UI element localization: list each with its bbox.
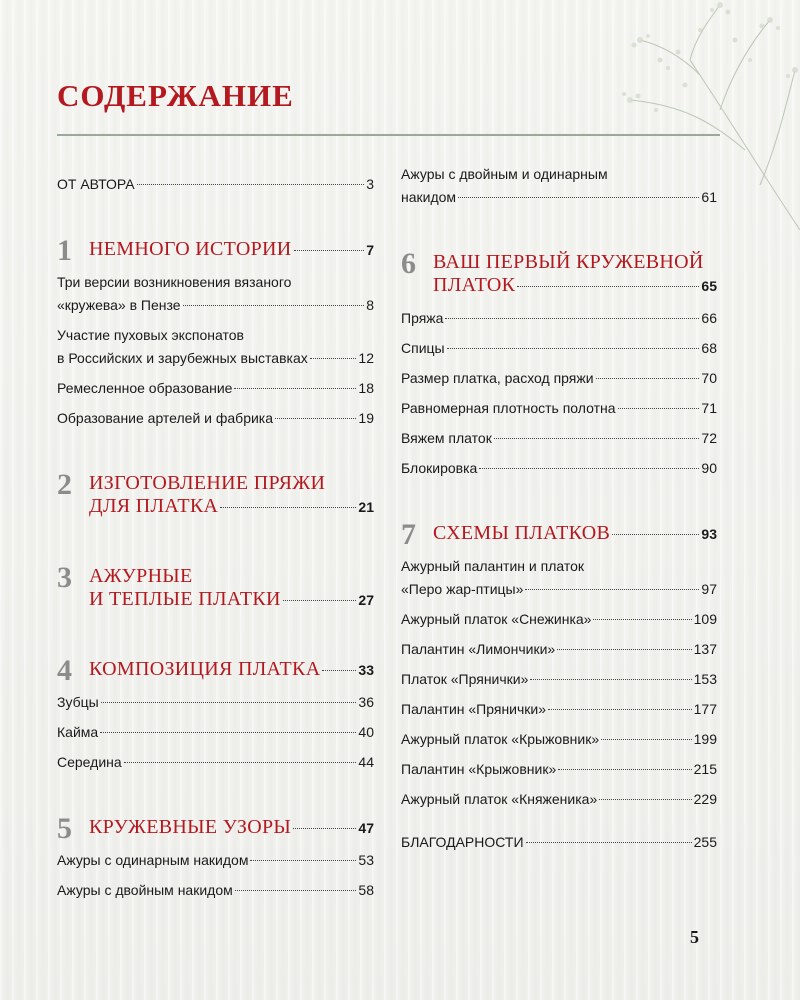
- chapter-number: 3: [57, 561, 72, 594]
- toc-entry[interactable]: Палантин «Прянички» 177: [401, 701, 717, 717]
- chapter-1: [57, 234, 374, 267]
- toc-entry[interactable]: Ремесленное образование 18: [57, 380, 374, 396]
- toc-entry[interactable]: Размер платка, расход пряжи 70: [401, 370, 717, 386]
- toc-left-column: [57, 173, 374, 902]
- toc-entry-preface[interactable]: ОТ АВТОРА 3: [57, 176, 374, 192]
- chapter-number: 1: [57, 234, 72, 267]
- toc-entry[interactable]: Ажуры с двойным и одинарным накидом 61: [401, 166, 717, 205]
- toc-entry[interactable]: Ажурный палантин и платок «Перо жар-птицы» 97: [401, 558, 717, 597]
- toc-entry[interactable]: Ажуры с одинарным накидом 53: [57, 852, 374, 868]
- page-number: 5: [690, 927, 699, 947]
- toc-entry[interactable]: Блокировка 90: [401, 460, 717, 476]
- chapter-2: 2 ИЗГОТОВЛЕНИЕ ПРЯЖИ ДЛЯ ПЛАТКА 21: [57, 468, 374, 517]
- toc-entry[interactable]: Палантин «Крыжовник» 215: [401, 761, 717, 777]
- chapter-5: [57, 812, 374, 845]
- toc-entry[interactable]: Ажурный платок «Крыжовник» 199: [401, 731, 717, 747]
- toc-entry[interactable]: Образование артелей и фабрика 19: [57, 410, 374, 426]
- chapter-4: [57, 654, 374, 687]
- chapter-heading[interactable]: ПЛАТОК 65: [433, 274, 717, 296]
- chapter-heading[interactable]: КОМПОЗИЦИЯ ПЛАТКА 33: [89, 658, 374, 680]
- toc-entry[interactable]: Платок «Прянички» 153: [401, 671, 717, 687]
- chapter-number: 6: [401, 247, 416, 280]
- chapter-heading[interactable]: И ТЕПЛЫЕ ПЛАТКИ 27: [89, 588, 374, 610]
- chapter-number: 5: [57, 812, 72, 845]
- toc-entry[interactable]: Участие пуховых экспонатов в Российских и зарубежных выставках 12: [57, 327, 374, 366]
- toc-entry[interactable]: Пряжа 66: [401, 310, 717, 326]
- toc-entry[interactable]: Равномерная плотность полотна 71: [401, 400, 717, 416]
- toc-entry[interactable]: Середина 44: [57, 754, 374, 770]
- toc-entry[interactable]: Ажурный платок «Снежинка» 109: [401, 611, 717, 627]
- chapter-7: [401, 518, 717, 551]
- toc-entry[interactable]: Три версии возникновения вязаного «кружева» в Пензе 8: [57, 274, 374, 313]
- toc-entry[interactable]: Ажурный платок «Княженика» 229: [401, 791, 717, 807]
- toc-entry[interactable]: Вяжем платок 72: [401, 430, 717, 446]
- chapter-6: 6 ВАШ ПЕРВЫЙ КРУЖЕВНОЙ ПЛАТОК 65: [401, 247, 717, 296]
- page-title: СОДЕРЖАНИЕ: [57, 78, 294, 113]
- chapter-3: 3 АЖУРНЫЕ И ТЕПЛЫЕ ПЛАТКИ 27: [57, 561, 374, 610]
- toc-entry-thanks[interactable]: БЛАГОДАРНОСТИ 255: [401, 834, 717, 850]
- chapter-heading[interactable]: НЕМНОГО ИСТОРИИ 7: [89, 238, 374, 260]
- toc-entry[interactable]: Ажуры с двойным накидом 58: [57, 882, 374, 898]
- toc-right-column: [401, 163, 717, 854]
- chapter-heading[interactable]: СХЕМЫ ПЛАТКОВ 93: [433, 522, 717, 544]
- toc-entry[interactable]: Палантин «Лимончики» 137: [401, 641, 717, 657]
- title-divider: [57, 134, 720, 136]
- toc-entry[interactable]: Спицы 68: [401, 340, 717, 356]
- toc-entry[interactable]: Кайма 40: [57, 724, 374, 740]
- chapter-number: 7: [401, 518, 416, 551]
- chapter-heading[interactable]: КРУЖЕВНЫЕ УЗОРЫ 47: [89, 816, 374, 838]
- chapter-number: 4: [57, 654, 72, 687]
- chapter-number: 2: [57, 468, 72, 501]
- chapter-heading[interactable]: ДЛЯ ПЛАТКА 21: [89, 495, 374, 517]
- toc-entry[interactable]: Зубцы 36: [57, 694, 374, 710]
